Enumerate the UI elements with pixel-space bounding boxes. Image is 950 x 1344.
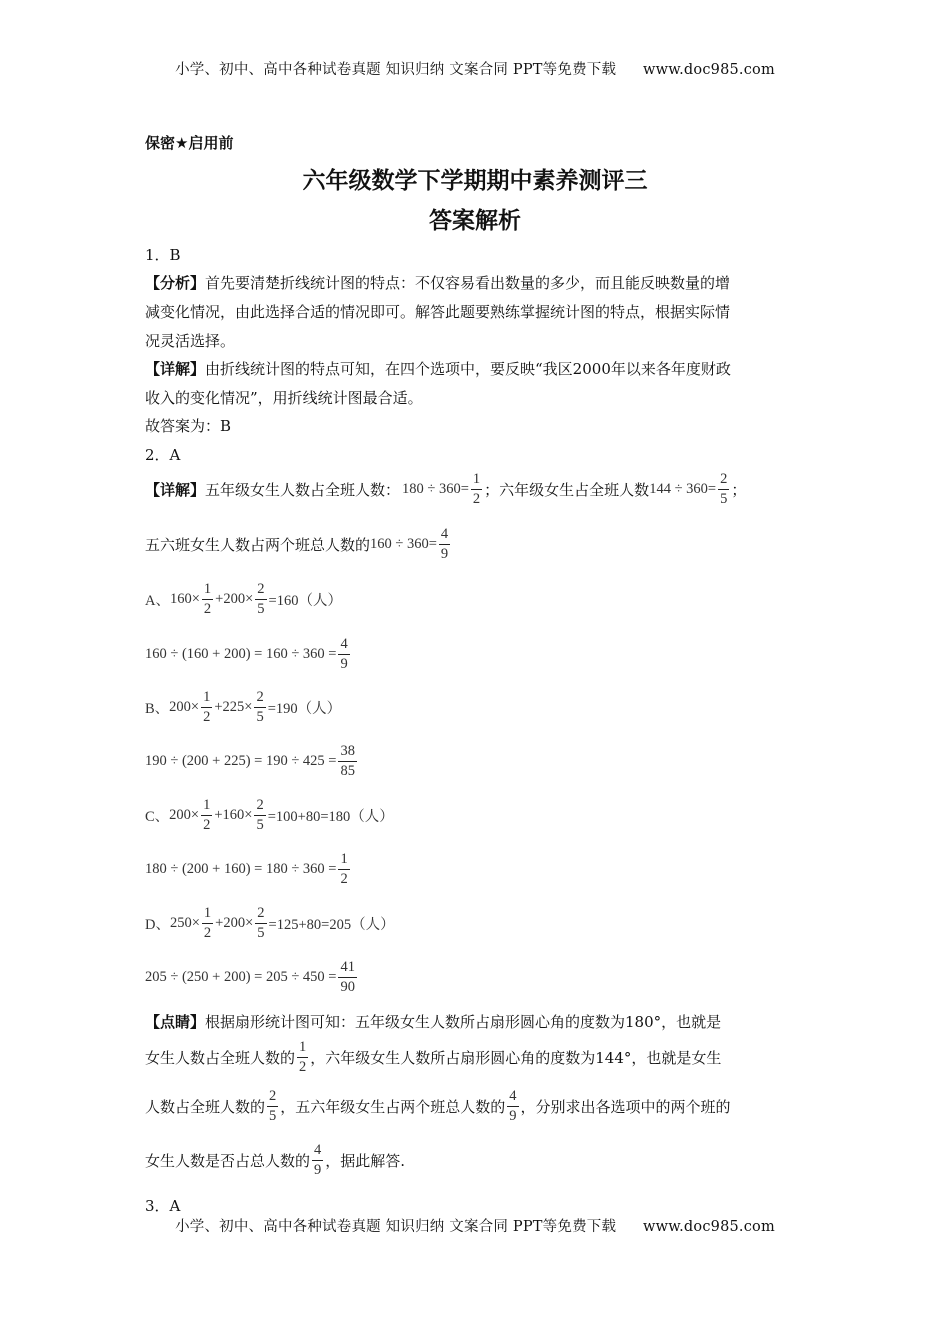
q2-point-line4	[145, 1143, 405, 1177]
q2-point-line2	[145, 1040, 721, 1074]
option-d-line2	[145, 960, 359, 994]
math-expr: 180 ÷ (200 + 160) = 180 ÷ 360 =	[145, 860, 337, 877]
fraction: $\frac{2}{5}$	[256, 797, 264, 833]
fraction: $\frac{1}{2}$	[472, 471, 481, 507]
analysis-text-1: 首先要清楚折线统计图的特点：不仅容易看出数量的多少，而且能反映数量的增	[205, 274, 731, 292]
math-expr: 160×	[169, 590, 200, 607]
math-expr: 190 ÷ (200 + 225) = 190 ÷ 425 =	[145, 752, 337, 769]
fraction: $\frac{2}{5}$	[257, 905, 265, 941]
detail-text: 五年级女生人数占全班人数：	[205, 480, 401, 499]
fraction: $\frac{41}{90}$	[340, 959, 355, 995]
fraction: $\frac{1}{2}$	[203, 689, 211, 725]
math-expr: 180 ÷ 360=	[402, 480, 469, 497]
q1-detail-line1	[145, 358, 731, 379]
detail-text: 五六班女生人数占两个班总人数的	[145, 535, 371, 554]
option-a-line2	[145, 637, 352, 671]
fraction: $\frac{4}{9}$	[509, 1088, 517, 1124]
point-text: 女生人数是否占总人数的	[145, 1151, 311, 1170]
q1-answer: 1．B	[145, 246, 181, 264]
footer-url[interactable]: www.doc985.com	[642, 1219, 775, 1235]
page-footer	[0, 1215, 950, 1236]
option-c-line2	[145, 852, 352, 886]
analysis-tag: 【分析】	[145, 274, 206, 292]
math-expr: +200×	[215, 914, 254, 931]
fraction: $\frac{1}{2}$	[203, 905, 212, 941]
math-expr: =100+80=180（人）	[267, 808, 394, 825]
q1-analysis-line3: 况灵活选择。	[145, 332, 236, 350]
detail-text: ；六年级女生占全班人数	[484, 480, 650, 499]
q2-detail-line1	[145, 472, 746, 506]
fraction: $\frac{1}{2}$	[203, 581, 212, 617]
header-text: 小学、初中、高中各种试卷真题 知识归纳 文案合同 PPT等免费下载	[175, 62, 617, 78]
point-text: ，分别求出各选项中的两个班的	[520, 1097, 731, 1116]
q1-detail-line2: 收入的变化情况”，用折线统计图最合适。	[145, 389, 423, 407]
math-expr: 205 ÷ (250 + 200) = 205 ÷ 450 =	[145, 968, 337, 985]
math-expr: +225×	[214, 698, 253, 715]
fraction: $\frac{4}{9}$	[314, 1142, 322, 1178]
page-header	[0, 58, 950, 79]
math-expr: =190（人）	[267, 700, 342, 717]
q1-analysis-line2: 减变化情况，由此选择合适的情况即可。解答此题要熟练掌握统计图的特点，根据实际情	[145, 303, 731, 321]
fraction: $\frac{4}{9}$	[440, 526, 449, 562]
math-expr: =125+80=205（人）	[268, 916, 395, 933]
point-text: ，六年级女生人数所占扇形圆心角的度数为144°，也就是女生	[310, 1048, 722, 1067]
detail-text: ；	[731, 480, 747, 499]
point-text: ，据此解答.	[325, 1151, 406, 1170]
point-text: 女生人数占全班人数的	[145, 1048, 296, 1067]
fraction: $\frac{2}{5}$	[720, 471, 728, 507]
math-expr: 200×	[169, 806, 200, 823]
option-a-line1	[145, 582, 342, 616]
fraction: $\frac{1}{2}$	[340, 851, 348, 887]
option-b-line2	[145, 744, 359, 778]
math-expr: +200×	[215, 590, 254, 607]
fraction: $\frac{38}{85}$	[340, 743, 355, 779]
option-label: A、	[145, 592, 170, 609]
point-text: 人数占全班人数的	[145, 1097, 266, 1116]
fraction: $\frac{1}{2}$	[299, 1039, 307, 1075]
point-tag: 【点睛】	[145, 1013, 206, 1031]
q1-final: 故答案为：B	[145, 417, 232, 435]
math-expr: 144 ÷ 360=	[649, 480, 717, 497]
option-label: C、	[145, 808, 170, 825]
option-d-line1	[145, 906, 395, 940]
q2-point-line3	[145, 1089, 731, 1123]
header-url[interactable]: www.doc985.com	[642, 62, 775, 78]
option-label: B、	[145, 700, 170, 717]
detail-tag: 【详解】	[145, 480, 206, 499]
detail-text-1: 由折线统计图的特点可知，在四个选项中，要反映“我区2000年以来各年度财政	[205, 360, 731, 378]
option-b-line1	[145, 690, 341, 724]
fraction: $\frac{2}{5}$	[256, 689, 264, 725]
page-title: 六年级数学下学期期中素养测评三	[302, 168, 648, 194]
point-text: ，五六年级女生占两个班总人数的	[280, 1097, 506, 1116]
math-expr: 250×	[169, 914, 200, 931]
point-text: 根据扇形统计图可知：五年级女生人数所占扇形圆心角的度数为180°，也就是	[205, 1013, 722, 1031]
option-label: D、	[145, 916, 170, 933]
option-c-line1	[145, 798, 394, 832]
q2-detail-line2	[145, 527, 452, 561]
q2-point-line1	[145, 1011, 721, 1032]
math-expr: 160 ÷ 360=	[370, 535, 437, 552]
math-expr: =160（人）	[268, 592, 342, 609]
math-expr: +160×	[214, 806, 253, 823]
footer-text: 小学、初中、高中各种试卷真题 知识归纳 文案合同 PPT等免费下载	[175, 1219, 617, 1235]
detail-tag: 【详解】	[145, 360, 206, 378]
q2-answer: 2．A	[145, 446, 181, 464]
fraction: $\frac{2}{5}$	[269, 1088, 277, 1124]
page-subtitle: 答案解析	[429, 208, 521, 234]
secret-label: 保密★启用前	[145, 134, 234, 152]
fraction: $\frac{2}{5}$	[257, 581, 265, 617]
q3-answer: 3．A	[145, 1197, 181, 1215]
math-expr: 200×	[169, 698, 200, 715]
fraction: $\frac{4}{9}$	[340, 636, 348, 672]
q1-analysis-line1	[145, 272, 730, 293]
fraction: $\frac{1}{2}$	[203, 797, 211, 833]
math-expr: 160 ÷ (160 + 200) = 160 ÷ 360 =	[145, 645, 337, 662]
